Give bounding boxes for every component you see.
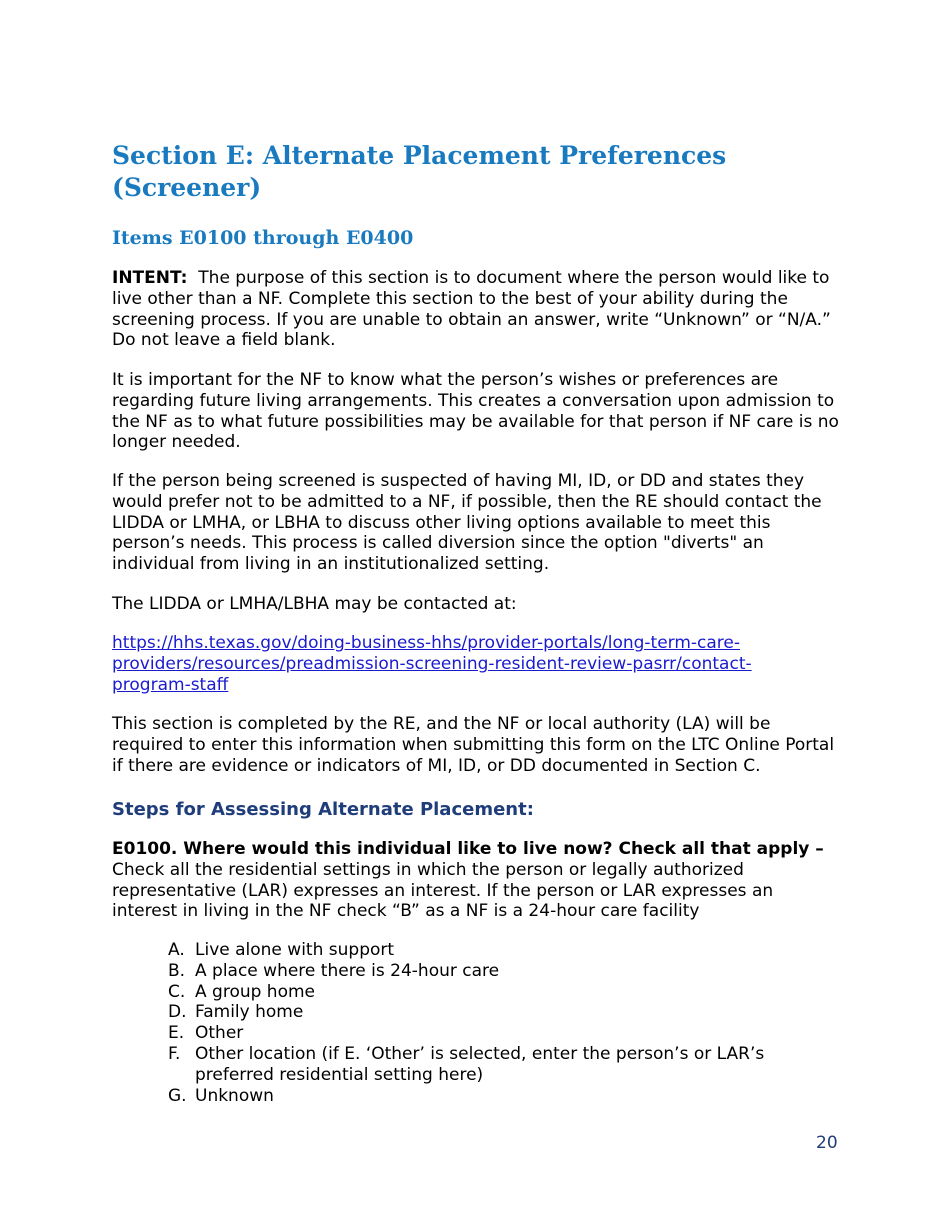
contact-paragraph: The LIDDA or LMHA/LBHA may be contacted at: — [112, 594, 517, 614]
e0100-instructions: Check all the residential settings in which the person or legally authorized representative (LAR) expresses an interest. If the person or LAR expresses an interest in living in the NF check “B” as a NF is a 24-hour care facility — [112, 859, 774, 922]
option-letter: B. — [168, 960, 186, 981]
intent-label: INTENT: — [112, 268, 188, 288]
contact-link-paragraph — [112, 633, 842, 695]
option-letter: C. — [168, 981, 186, 1002]
steps-heading: Steps for Assessing Alternate Placement: — [112, 799, 534, 820]
option-letter: E. — [168, 1023, 185, 1044]
option-item — [168, 961, 788, 982]
contact-program-staff-link[interactable] — [112, 633, 752, 695]
items-heading: Items E0100 through E0400 — [112, 227, 414, 249]
option-text: Unknown — [195, 1085, 274, 1106]
option-item — [168, 1044, 788, 1086]
option-item — [168, 1023, 788, 1044]
wishes-paragraph: It is important for the NF to know what the person’s wishes or preferences are regarding future living arrangements. This creates a conversation upon admission to the NF as to what future possibilities may be available for that person if NF care is no longer needed. — [112, 370, 839, 453]
intent-text: The purpose of this section is to document where the person would like to live other than a NF. Complete this section to the best of your ability during the screening process. If you are unable to obtain an answer, write “Unknown” or “N/A.” Do not leave a field blank. — [112, 268, 831, 351]
option-text: Live alone with support — [195, 940, 395, 960]
completion-paragraph: This section is completed by the RE, and the NF or local authority (LA) will be required to enter this information when submitting this form on the LTC Online Portal if there are evidence or indicators of MI, ID, or DD documented in Section C. — [112, 714, 835, 776]
e0100-question: E0100. Where would this individual like to live now? Check all that apply – — [112, 839, 824, 859]
residential-options-list — [168, 940, 788, 1106]
link-line-1[interactable]: https://hhs.texas.gov/doing-business-hhs/provider-portals/long-term-care- — [112, 633, 741, 653]
section-title: Section E: Alternate Placement Preferences (Screener) — [112, 141, 727, 202]
intent-paragraph — [112, 268, 842, 351]
page-number: 20 — [816, 1133, 838, 1153]
option-item — [168, 940, 788, 961]
option-letter: A. — [168, 940, 185, 960]
option-item — [168, 1086, 788, 1107]
diversion-paragraph: If the person being screened is suspected of having MI, ID, or DD and states they would prefer not to be admitted to a NF, if possible, then the RE should contact the LIDDA or LMHA, or LBHA to discuss other living options available to meet this person’s needs. This process is called diversion since the option "diverts" an individual from living in an institutionalized setting. — [112, 471, 822, 575]
option-letter: D. — [168, 1002, 187, 1023]
link-line-3[interactable]: program-staff — [112, 674, 229, 695]
option-item — [168, 982, 788, 1003]
option-text: A place where there is 24-hour care — [195, 960, 500, 981]
e0100-paragraph — [112, 839, 842, 922]
link-line-2[interactable]: providers/resources/preadmission-screening-resident-review-pasrr/contact- — [112, 653, 752, 674]
option-text: Family home — [195, 1002, 304, 1023]
option-letter: G. — [168, 1085, 187, 1106]
option-text: A group home — [195, 981, 316, 1002]
option-letter: F. — [168, 1043, 181, 1064]
option-text: Other location (if E. ‘Other’ is selected, enter the person’s or LAR’s preferred residential setting here) — [195, 1043, 765, 1085]
option-text: Other — [195, 1023, 244, 1044]
option-item — [168, 1002, 788, 1023]
